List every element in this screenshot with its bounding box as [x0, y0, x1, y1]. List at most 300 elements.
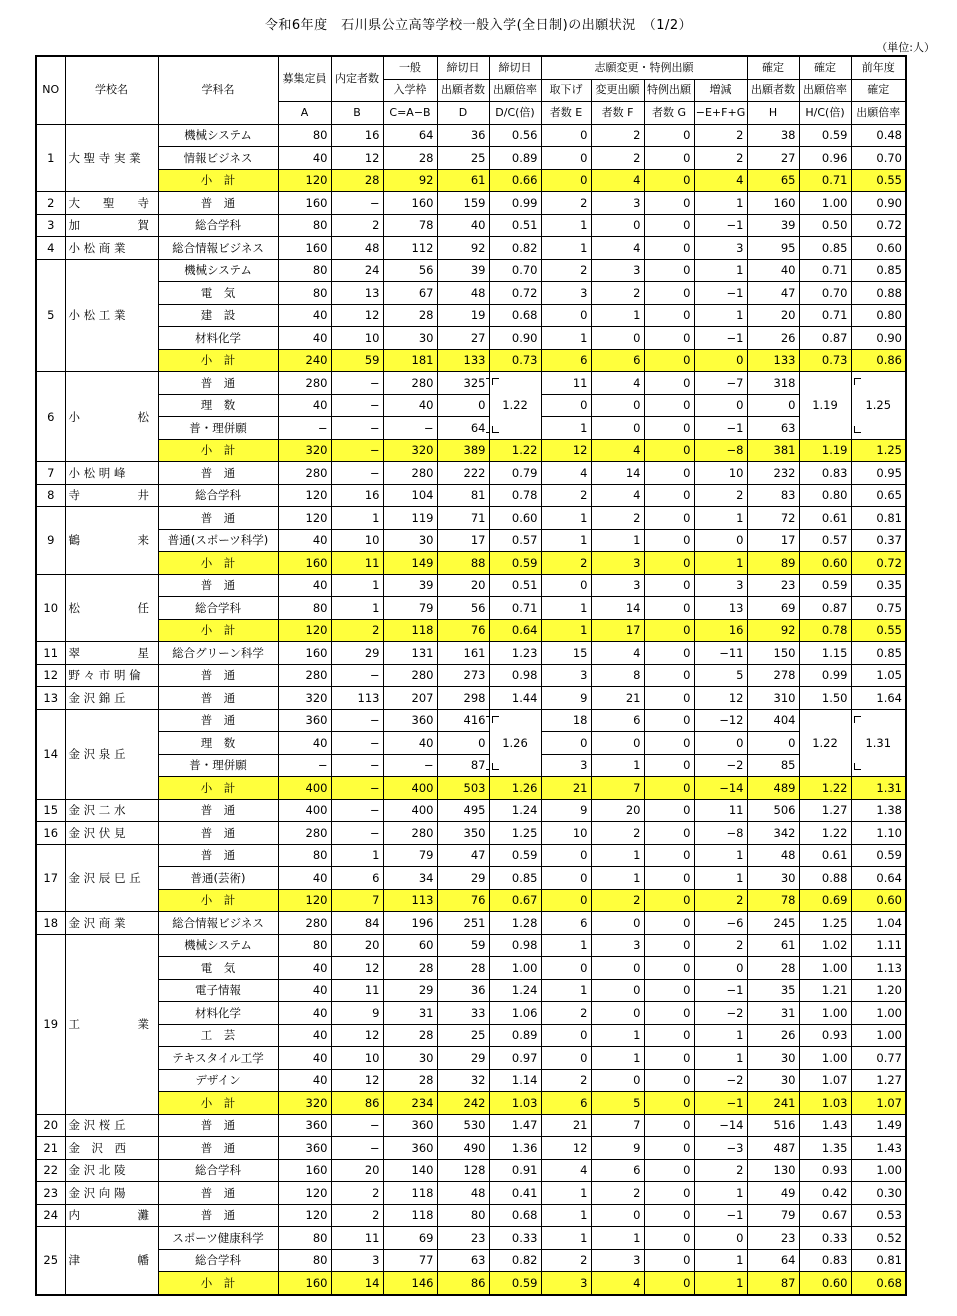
table-body — [36, 124, 906, 1295]
header-deadline-3: D — [437, 102, 489, 125]
cell-changed: 0 — [591, 1204, 644, 1227]
school-no: 3 — [36, 214, 65, 237]
cell-capacity: 40 — [278, 147, 331, 170]
cell-special: 0 — [644, 372, 694, 395]
cell-capacity: 160 — [278, 1159, 331, 1182]
cell-capacity: − — [278, 754, 331, 777]
cell-final-applicants: 30 — [747, 1069, 799, 1092]
cell-changed: 4 — [591, 372, 644, 395]
cell-final-ratio: 1.25 — [799, 912, 851, 935]
cell-final-applicants: 85 — [747, 754, 799, 777]
school-no: 24 — [36, 1204, 65, 1227]
cell-withdrawn: 0 — [541, 867, 591, 890]
cell-changed: 6 — [591, 709, 644, 732]
subtotal-row — [36, 777, 906, 800]
cell-capacity: 40 — [278, 957, 331, 980]
cell-prev-ratio: 1.64 — [851, 687, 906, 710]
school-no: 22 — [36, 1159, 65, 1182]
cell-final-applicants: 30 — [747, 1047, 799, 1070]
cell-changed: 0 — [591, 1069, 644, 1092]
cell-final-applicants: 95 — [747, 237, 799, 260]
cell-final-ratio: 0.87 — [799, 327, 851, 350]
table-row — [36, 327, 906, 350]
cell-capacity: 320 — [278, 439, 331, 462]
cell-withdrawn: 4 — [541, 1159, 591, 1182]
cell-changed: 2 — [591, 147, 644, 170]
cell-delta: −14 — [694, 1114, 747, 1137]
cell-final-applicants: 381 — [747, 439, 799, 462]
cell-applicants: 59 — [437, 934, 489, 957]
cell-delta: −1 — [694, 417, 747, 440]
cell-final-applicants: 65 — [747, 169, 799, 192]
cell-deadline-ratio: 0.59 — [489, 1272, 541, 1295]
cell-changed: 1 — [591, 1047, 644, 1070]
cell-delta: 1 — [694, 507, 747, 530]
cell-special: 0 — [644, 1272, 694, 1295]
subtotal-label: 小 計 — [158, 889, 278, 912]
cell-withdrawn: 1 — [541, 214, 591, 237]
table-row — [36, 957, 906, 980]
department-name: 普 通 — [158, 372, 278, 395]
header-capacity: 募集定員 — [278, 56, 331, 102]
cell-applicants: 56 — [437, 597, 489, 620]
cell-capacity: 80 — [278, 597, 331, 620]
page-title: 令和6年度 石川県公立高等学校一般入学(全日制)の出願状況 （1/2） — [264, 18, 693, 33]
cell-admitted: 12 — [331, 147, 383, 170]
merged-deadline-ratio — [489, 372, 541, 440]
cell-delta: 1 — [694, 1024, 747, 1047]
header-deadline-2: 出願者数 — [437, 79, 489, 102]
cell-capacity: 320 — [278, 1092, 331, 1115]
department-name: 総合学科 — [158, 484, 278, 507]
cell-admitted: − — [331, 192, 383, 215]
cell-changed: 3 — [591, 1249, 644, 1272]
cell-capacity: 40 — [278, 1047, 331, 1070]
cell-final-applicants: 245 — [747, 912, 799, 935]
cell-withdrawn: 0 — [541, 574, 591, 597]
table-row — [36, 934, 906, 957]
department-name: 総合学科 — [158, 597, 278, 620]
department-name: 機械システム — [158, 259, 278, 282]
cell-admitted: 84 — [331, 912, 383, 935]
cell-prev-ratio: 1.00 — [851, 1159, 906, 1182]
cell-deadline-ratio: 1.03 — [489, 1092, 541, 1115]
cell-changed: 3 — [591, 934, 644, 957]
cell-prev-ratio: 0.60 — [851, 889, 906, 912]
cell-prev-ratio: 0.70 — [851, 147, 906, 170]
cell-capacity: 160 — [278, 552, 331, 575]
cell-capacity: 40 — [278, 1024, 331, 1047]
department-name: 普 通 — [158, 1137, 278, 1160]
table-row — [36, 1002, 906, 1025]
cell-delta: 2 — [694, 484, 747, 507]
department-name: 機械システム — [158, 934, 278, 957]
cell-special: 0 — [644, 1182, 694, 1205]
cell-admitted: 1 — [331, 597, 383, 620]
cell-prev-ratio: 1.10 — [851, 822, 906, 845]
cell-changed: 3 — [591, 574, 644, 597]
cell-deadline-ratio: 0.64 — [489, 619, 541, 642]
cell-final-applicants: 17 — [747, 529, 799, 552]
cell-final-ratio: 1.22 — [799, 822, 851, 845]
header-change-apply: 変更出願 — [591, 79, 644, 102]
table-row — [36, 529, 906, 552]
cell-final-applicants: 87 — [747, 1272, 799, 1295]
cell-applicants: 36 — [437, 124, 489, 147]
cell-deadline-ratio: 0.89 — [489, 147, 541, 170]
cell-special: 0 — [644, 1092, 694, 1115]
cell-general-quota: 79 — [383, 844, 437, 867]
cell-special: 0 — [644, 417, 694, 440]
cell-final-ratio: 0.67 — [799, 1204, 851, 1227]
cell-changed: 1 — [591, 867, 644, 890]
cell-changed: 3 — [591, 259, 644, 282]
cell-final-ratio: 0.61 — [799, 844, 851, 867]
cell-prev-ratio: 0.90 — [851, 327, 906, 350]
school-no: 15 — [36, 799, 65, 822]
cell-special: 0 — [644, 867, 694, 890]
header-change: 志願変更・特例出願 — [541, 56, 747, 79]
table-row — [36, 462, 906, 485]
cell-withdrawn: 0 — [541, 1024, 591, 1047]
cell-deadline-ratio: 0.71 — [489, 597, 541, 620]
cell-prev-ratio: 1.25 — [851, 439, 906, 462]
cell-deadline-ratio: 0.66 — [489, 169, 541, 192]
cell-prev-ratio: 0.52 — [851, 1227, 906, 1250]
cell-delta: 0 — [694, 1227, 747, 1250]
school-no: 16 — [36, 822, 65, 845]
cell-capacity: 80 — [278, 1249, 331, 1272]
cell-final-applicants: 404 — [747, 709, 799, 732]
table-row — [36, 372, 906, 395]
cell-admitted: − — [331, 777, 383, 800]
school-no: 13 — [36, 687, 65, 710]
header-general-2: 入学枠 — [383, 79, 437, 102]
subtotal-label: 小 計 — [158, 552, 278, 575]
cell-changed: 2 — [591, 507, 644, 530]
header-final-3: H — [747, 102, 799, 125]
subtotal-label: 小 計 — [158, 349, 278, 372]
cell-capacity: 120 — [278, 1204, 331, 1227]
department-name: 総合学科 — [158, 214, 278, 237]
cell-withdrawn: 2 — [541, 484, 591, 507]
cell-delta: −1 — [694, 282, 747, 305]
cell-withdrawn: 2 — [541, 1249, 591, 1272]
cell-withdrawn: 0 — [541, 147, 591, 170]
cell-general-quota: 280 — [383, 372, 437, 395]
cell-withdrawn: 18 — [541, 709, 591, 732]
department-name: 電 気 — [158, 957, 278, 980]
cell-applicants: 36 — [437, 979, 489, 1002]
department-name: テキスタイル工学 — [158, 1047, 278, 1070]
school-no: 9 — [36, 507, 65, 575]
cell-withdrawn: 9 — [541, 687, 591, 710]
cell-changed: 3 — [591, 192, 644, 215]
cell-applicants: 530 — [437, 1114, 489, 1137]
cell-applicants: 48 — [437, 1182, 489, 1205]
cell-prev-ratio: 1.13 — [851, 957, 906, 980]
cell-special: 0 — [644, 777, 694, 800]
cell-admitted: 29 — [331, 642, 383, 665]
cell-capacity: 160 — [278, 1272, 331, 1295]
table-row — [36, 417, 906, 440]
department-name: スポーツ健康科学 — [158, 1227, 278, 1250]
cell-changed: 4 — [591, 484, 644, 507]
cell-admitted: 28 — [331, 169, 383, 192]
cell-deadline-ratio: 0.33 — [489, 1227, 541, 1250]
cell-changed: 2 — [591, 282, 644, 305]
cell-changed: 14 — [591, 597, 644, 620]
cell-delta: 11 — [694, 799, 747, 822]
table-row — [36, 664, 906, 687]
cell-deadline-ratio: 1.24 — [489, 979, 541, 1002]
merged-value: 1.19 — [812, 398, 838, 413]
cell-prev-ratio: 1.11 — [851, 934, 906, 957]
cell-final-applicants: 64 — [747, 1249, 799, 1272]
cell-prev-ratio: 1.31 — [851, 777, 906, 800]
cell-delta: 1 — [694, 1249, 747, 1272]
cell-general-quota: 118 — [383, 1182, 437, 1205]
table-row — [36, 1249, 906, 1272]
cell-capacity: 80 — [278, 934, 331, 957]
subtotal-row — [36, 1272, 906, 1295]
cell-admitted: 3 — [331, 1249, 383, 1272]
cell-final-ratio: 0.33 — [799, 1227, 851, 1250]
cell-delta: 2 — [694, 889, 747, 912]
cell-delta: 10 — [694, 462, 747, 485]
department-name: 電 気 — [158, 282, 278, 305]
cell-capacity: 400 — [278, 799, 331, 822]
cell-delta: 1 — [694, 1182, 747, 1205]
cell-special: 0 — [644, 439, 694, 462]
table-row — [36, 687, 906, 710]
cell-deadline-ratio: 0.97 — [489, 1047, 541, 1070]
cell-withdrawn: 4 — [541, 462, 591, 485]
cell-deadline-ratio: 1.47 — [489, 1114, 541, 1137]
cell-delta: 1 — [694, 192, 747, 215]
cell-withdrawn: 1 — [541, 934, 591, 957]
department-name: 普 通 — [158, 844, 278, 867]
cell-delta: −1 — [694, 1204, 747, 1227]
table-row — [36, 1159, 906, 1182]
cell-admitted: 2 — [331, 1204, 383, 1227]
cell-delta: 0 — [694, 957, 747, 980]
cell-final-ratio: 0.61 — [799, 507, 851, 530]
department-name: 工 芸 — [158, 1024, 278, 1047]
cell-withdrawn: 12 — [541, 1137, 591, 1160]
cell-general-quota: 104 — [383, 484, 437, 507]
cell-special: 0 — [644, 1159, 694, 1182]
cell-deadline-ratio: 1.36 — [489, 1137, 541, 1160]
cell-deadline-ratio: 0.56 — [489, 124, 541, 147]
cell-withdrawn: 3 — [541, 1272, 591, 1295]
cell-final-ratio: 0.60 — [799, 1272, 851, 1295]
cell-changed: 6 — [591, 349, 644, 372]
department-name: 普 通 — [158, 574, 278, 597]
cell-special: 0 — [644, 1249, 694, 1272]
cell-special: 0 — [644, 1137, 694, 1160]
cell-applicants: 19 — [437, 304, 489, 327]
cell-final-ratio: 1.27 — [799, 799, 851, 822]
cell-withdrawn: 1 — [541, 979, 591, 1002]
cell-applicants: 25 — [437, 147, 489, 170]
cell-special: 0 — [644, 799, 694, 822]
cell-delta: −1 — [694, 214, 747, 237]
cell-capacity: 120 — [278, 889, 331, 912]
cell-capacity: 160 — [278, 237, 331, 260]
cell-admitted: − — [331, 732, 383, 755]
cell-delta: −7 — [694, 372, 747, 395]
cell-applicants: 86 — [437, 1272, 489, 1295]
cell-general-quota: 280 — [383, 462, 437, 485]
cell-withdrawn: 6 — [541, 349, 591, 372]
cell-admitted: 20 — [331, 1159, 383, 1182]
cell-applicants — [437, 417, 489, 440]
school-no: 23 — [36, 1182, 65, 1205]
cell-general-quota: 149 — [383, 552, 437, 575]
cell-deadline-ratio: 0.51 — [489, 214, 541, 237]
cell-withdrawn: 1 — [541, 597, 591, 620]
cell-final-ratio: 0.78 — [799, 619, 851, 642]
cell-deadline-ratio: 1.23 — [489, 642, 541, 665]
cell-delta: −14 — [694, 777, 747, 800]
table-row — [36, 1227, 906, 1250]
cell-changed: 2 — [591, 1182, 644, 1205]
header-special-3: 者数 G — [644, 102, 694, 125]
cell-general-quota: 60 — [383, 934, 437, 957]
cell-general-quota: 28 — [383, 147, 437, 170]
cell-final-applicants: 133 — [747, 349, 799, 372]
cell-applicants: 242 — [437, 1092, 489, 1115]
cell-final-applicants: 489 — [747, 777, 799, 800]
cell-final-applicants: 0 — [747, 394, 799, 417]
table-row — [36, 214, 906, 237]
cell-withdrawn: 0 — [541, 844, 591, 867]
department-name: 電子情報 — [158, 979, 278, 1002]
cell-delta: 2 — [694, 147, 747, 170]
cell-admitted: − — [331, 822, 383, 845]
cell-general-quota: 280 — [383, 664, 437, 687]
cell-changed: 1 — [591, 754, 644, 777]
cell-final-ratio: 0.99 — [799, 664, 851, 687]
cell-deadline-ratio: 1.26 — [489, 777, 541, 800]
cell-prev-ratio: 0.90 — [851, 192, 906, 215]
cell-admitted: 12 — [331, 304, 383, 327]
school-no: 17 — [36, 844, 65, 912]
cell-final-applicants: 318 — [747, 372, 799, 395]
header-capacity-3: A — [278, 102, 331, 125]
cell-final-ratio: 0.60 — [799, 552, 851, 575]
cell-capacity: 280 — [278, 372, 331, 395]
cell-capacity: 40 — [278, 1069, 331, 1092]
cell-applicants: 133 — [437, 349, 489, 372]
cell-prev-ratio: 1.38 — [851, 799, 906, 822]
cell-deadline-ratio: 1.24 — [489, 799, 541, 822]
cell-admitted: − — [331, 372, 383, 395]
cell-withdrawn: 2 — [541, 1002, 591, 1025]
school-no: 21 — [36, 1137, 65, 1160]
cell-special: 0 — [644, 844, 694, 867]
cell-applicants: 23 — [437, 1227, 489, 1250]
cell-withdrawn: 0 — [541, 124, 591, 147]
cell-general-quota: 79 — [383, 597, 437, 620]
cell-changed: 6 — [591, 1159, 644, 1182]
header-general-3: C=A−B — [383, 102, 437, 125]
cell-prev-ratio: 0.55 — [851, 169, 906, 192]
cell-prev-ratio: 0.72 — [851, 214, 906, 237]
cell-applicants: 27 — [437, 327, 489, 350]
department-name: 普・理併願 — [158, 417, 278, 440]
cell-applicants: 222 — [437, 462, 489, 485]
school-no: 14 — [36, 709, 65, 799]
table-row — [36, 1204, 906, 1227]
school-no: 1 — [36, 124, 65, 192]
cell-final-ratio: 1.43 — [799, 1114, 851, 1137]
cell-admitted: − — [331, 709, 383, 732]
cell-general-quota: 77 — [383, 1249, 437, 1272]
department-name: 普 通 — [158, 1114, 278, 1137]
cell-prev-ratio: 1.43 — [851, 1137, 906, 1160]
cell-special: 0 — [644, 709, 694, 732]
cell-special: 0 — [644, 732, 694, 755]
table-row — [36, 754, 906, 777]
cell-final-ratio: 0.71 — [799, 169, 851, 192]
cell-withdrawn: 2 — [541, 259, 591, 282]
school-name: 津 幡 — [65, 1227, 158, 1295]
cell-deadline-ratio: 0.67 — [489, 889, 541, 912]
cell-changed: 2 — [591, 822, 644, 845]
cell-final-applicants: 0 — [747, 732, 799, 755]
cell-general-quota: 28 — [383, 1024, 437, 1047]
cell-final-applicants: 89 — [747, 552, 799, 575]
cell-capacity: 160 — [278, 192, 331, 215]
cell-prev-ratio: 0.86 — [851, 349, 906, 372]
cell-final-applicants: 23 — [747, 574, 799, 597]
department-name: 情報ビジネス — [158, 147, 278, 170]
cell-prev-ratio: 0.95 — [851, 462, 906, 485]
merged-value: 1.31 — [865, 735, 892, 750]
header-no: NO — [36, 56, 65, 124]
cell-applicants: 20 — [437, 574, 489, 597]
cell-final-applicants: 20 — [747, 304, 799, 327]
school-name: 金 沢 向 陽 — [65, 1182, 158, 1205]
cell-delta: 1 — [694, 867, 747, 890]
cell-final-applicants: 516 — [747, 1114, 799, 1137]
cell-applicants: 389 — [437, 439, 489, 462]
table-row — [36, 709, 906, 732]
table-row — [36, 979, 906, 1002]
cell-changed: 0 — [591, 979, 644, 1002]
table-row — [36, 507, 906, 530]
table-row — [36, 237, 906, 260]
cell-applicants — [437, 709, 489, 732]
cell-final-ratio: 0.87 — [799, 597, 851, 620]
cell-admitted: 86 — [331, 1092, 383, 1115]
cell-delta: −8 — [694, 822, 747, 845]
cell-final-applicants: 506 — [747, 799, 799, 822]
cell-prev-ratio: 0.30 — [851, 1182, 906, 1205]
cell-capacity: 40 — [278, 394, 331, 417]
table-row — [36, 1069, 906, 1092]
cell-changed: 1 — [591, 844, 644, 867]
header-final-ratio-3: H/C(倍) — [799, 102, 851, 125]
cell-changed: 9 — [591, 1137, 644, 1160]
cell-final-ratio: 0.42 — [799, 1182, 851, 1205]
subtotal-row — [36, 349, 906, 372]
cell-deadline-ratio: 0.91 — [489, 1159, 541, 1182]
department-name: 総合学科 — [158, 1249, 278, 1272]
cell-general-quota: 30 — [383, 327, 437, 350]
